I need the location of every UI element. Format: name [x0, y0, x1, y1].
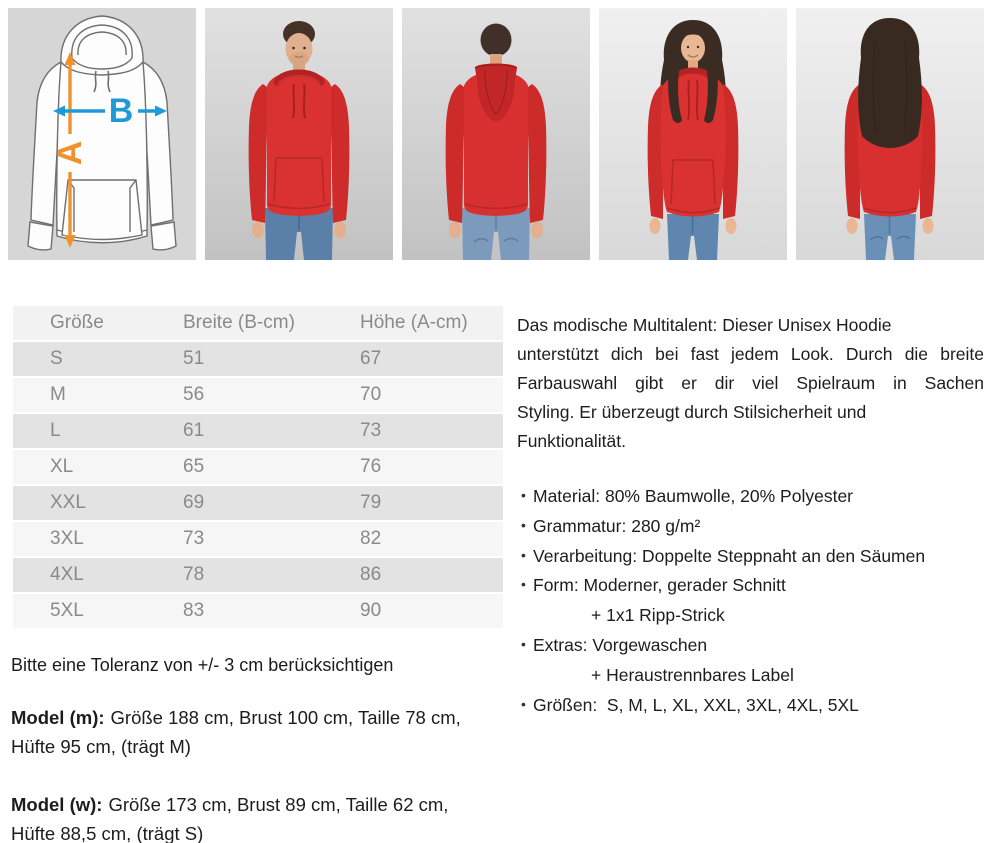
photo-male-front	[205, 8, 393, 260]
feature-item-continuation: + Heraustrennbares Label	[591, 664, 794, 685]
bullet-icon: •	[521, 546, 526, 563]
feature-item: • Größen: S, M, L, XL, XXL, 3XL, 4XL, 5XL	[517, 691, 984, 721]
table-row: L 61 73	[13, 414, 503, 450]
feature-item-continuation: + 1x1 Ripp-Strick	[591, 605, 725, 626]
model-m-line1: Model (m): Größe 188 cm, Brust 100 cm, Taille 78 cm,	[11, 707, 461, 728]
description-line: Farbauswahl gibt er dir viel Spielraum in Sachen	[517, 373, 984, 393]
table-row: S 51 67	[13, 342, 503, 378]
product-gallery	[8, 8, 984, 260]
feature-item: • Grammatur: 280 g/m²	[517, 512, 984, 542]
bullet-icon: •	[521, 695, 526, 712]
photo-male-back	[402, 8, 590, 260]
gallery-image-female-back[interactable]	[796, 8, 984, 260]
description-line: Das modische Multitalent: Dieser Unisex Hoodie	[517, 315, 892, 335]
photo-female-back	[796, 8, 984, 260]
gallery-image-male-back[interactable]	[402, 8, 590, 260]
description-paragraph	[517, 311, 984, 456]
label-a: A	[51, 140, 89, 166]
model-w-line1: Model (w): Größe 173 cm, Brust 89 cm, Taille 62 cm,	[11, 794, 449, 815]
description-line: unterstützt dich bei fast jedem Look. Durch die breite	[517, 344, 984, 364]
col-header-groesse: Größe	[50, 312, 104, 333]
gallery-image-male-front[interactable]	[205, 8, 393, 260]
table-row: 5XL 83 90	[13, 594, 503, 630]
col-header-hoehe: Höhe (A-cm)	[360, 312, 468, 333]
feature-item: • Verarbeitung: Doppelte Steppnaht an den Säumen	[517, 542, 984, 572]
feature-item: • Material: 80% Baumwolle, 20% Polyester	[517, 482, 984, 512]
model-m-line2: Hüfte 95 cm, (trägt M)	[11, 736, 191, 757]
model-w-line2: Hüfte 88,5 cm, (trägt S)	[11, 823, 204, 843]
col-header-breite: Breite (B-cm)	[183, 312, 295, 333]
product-description	[517, 311, 984, 720]
feature-item: • Extras: Vorgewaschen	[517, 631, 984, 661]
gallery-image-female-front[interactable]	[599, 8, 787, 260]
description-line: Funktionalität.	[517, 431, 626, 451]
bullet-icon: •	[521, 516, 526, 533]
tolerance-note: Bitte eine Toleranz von +/- 3 cm berücksichtigen	[11, 655, 394, 675]
description-line: Styling. Er überzeugt durch Stilsicherheit und	[517, 402, 867, 422]
table-row: 3XL 73 82	[13, 522, 503, 558]
feature-item: • Form: Moderner, gerader Schnitt	[517, 571, 984, 601]
size-table-header	[13, 306, 503, 342]
model-m-label: Model (m):	[11, 707, 105, 728]
table-row: XXL 69 79	[13, 486, 503, 522]
bullet-icon: •	[521, 487, 526, 503]
hoodie-measure-diagram	[8, 8, 196, 260]
bullet-icon: •	[521, 635, 526, 652]
feature-list	[517, 482, 984, 720]
table-row: M 56 70	[13, 378, 503, 414]
photo-female-front	[599, 8, 787, 260]
size-table	[13, 306, 503, 630]
model-w-label: Model (w):	[11, 794, 103, 815]
table-row: 4XL 78 86	[13, 558, 503, 594]
bullet-icon: •	[521, 576, 526, 593]
model-m-note	[11, 703, 496, 761]
gallery-image-size-diagram[interactable]	[8, 8, 196, 260]
label-b: B	[108, 92, 134, 130]
model-w-note	[11, 790, 496, 843]
table-row: XL 65 76	[13, 450, 503, 486]
